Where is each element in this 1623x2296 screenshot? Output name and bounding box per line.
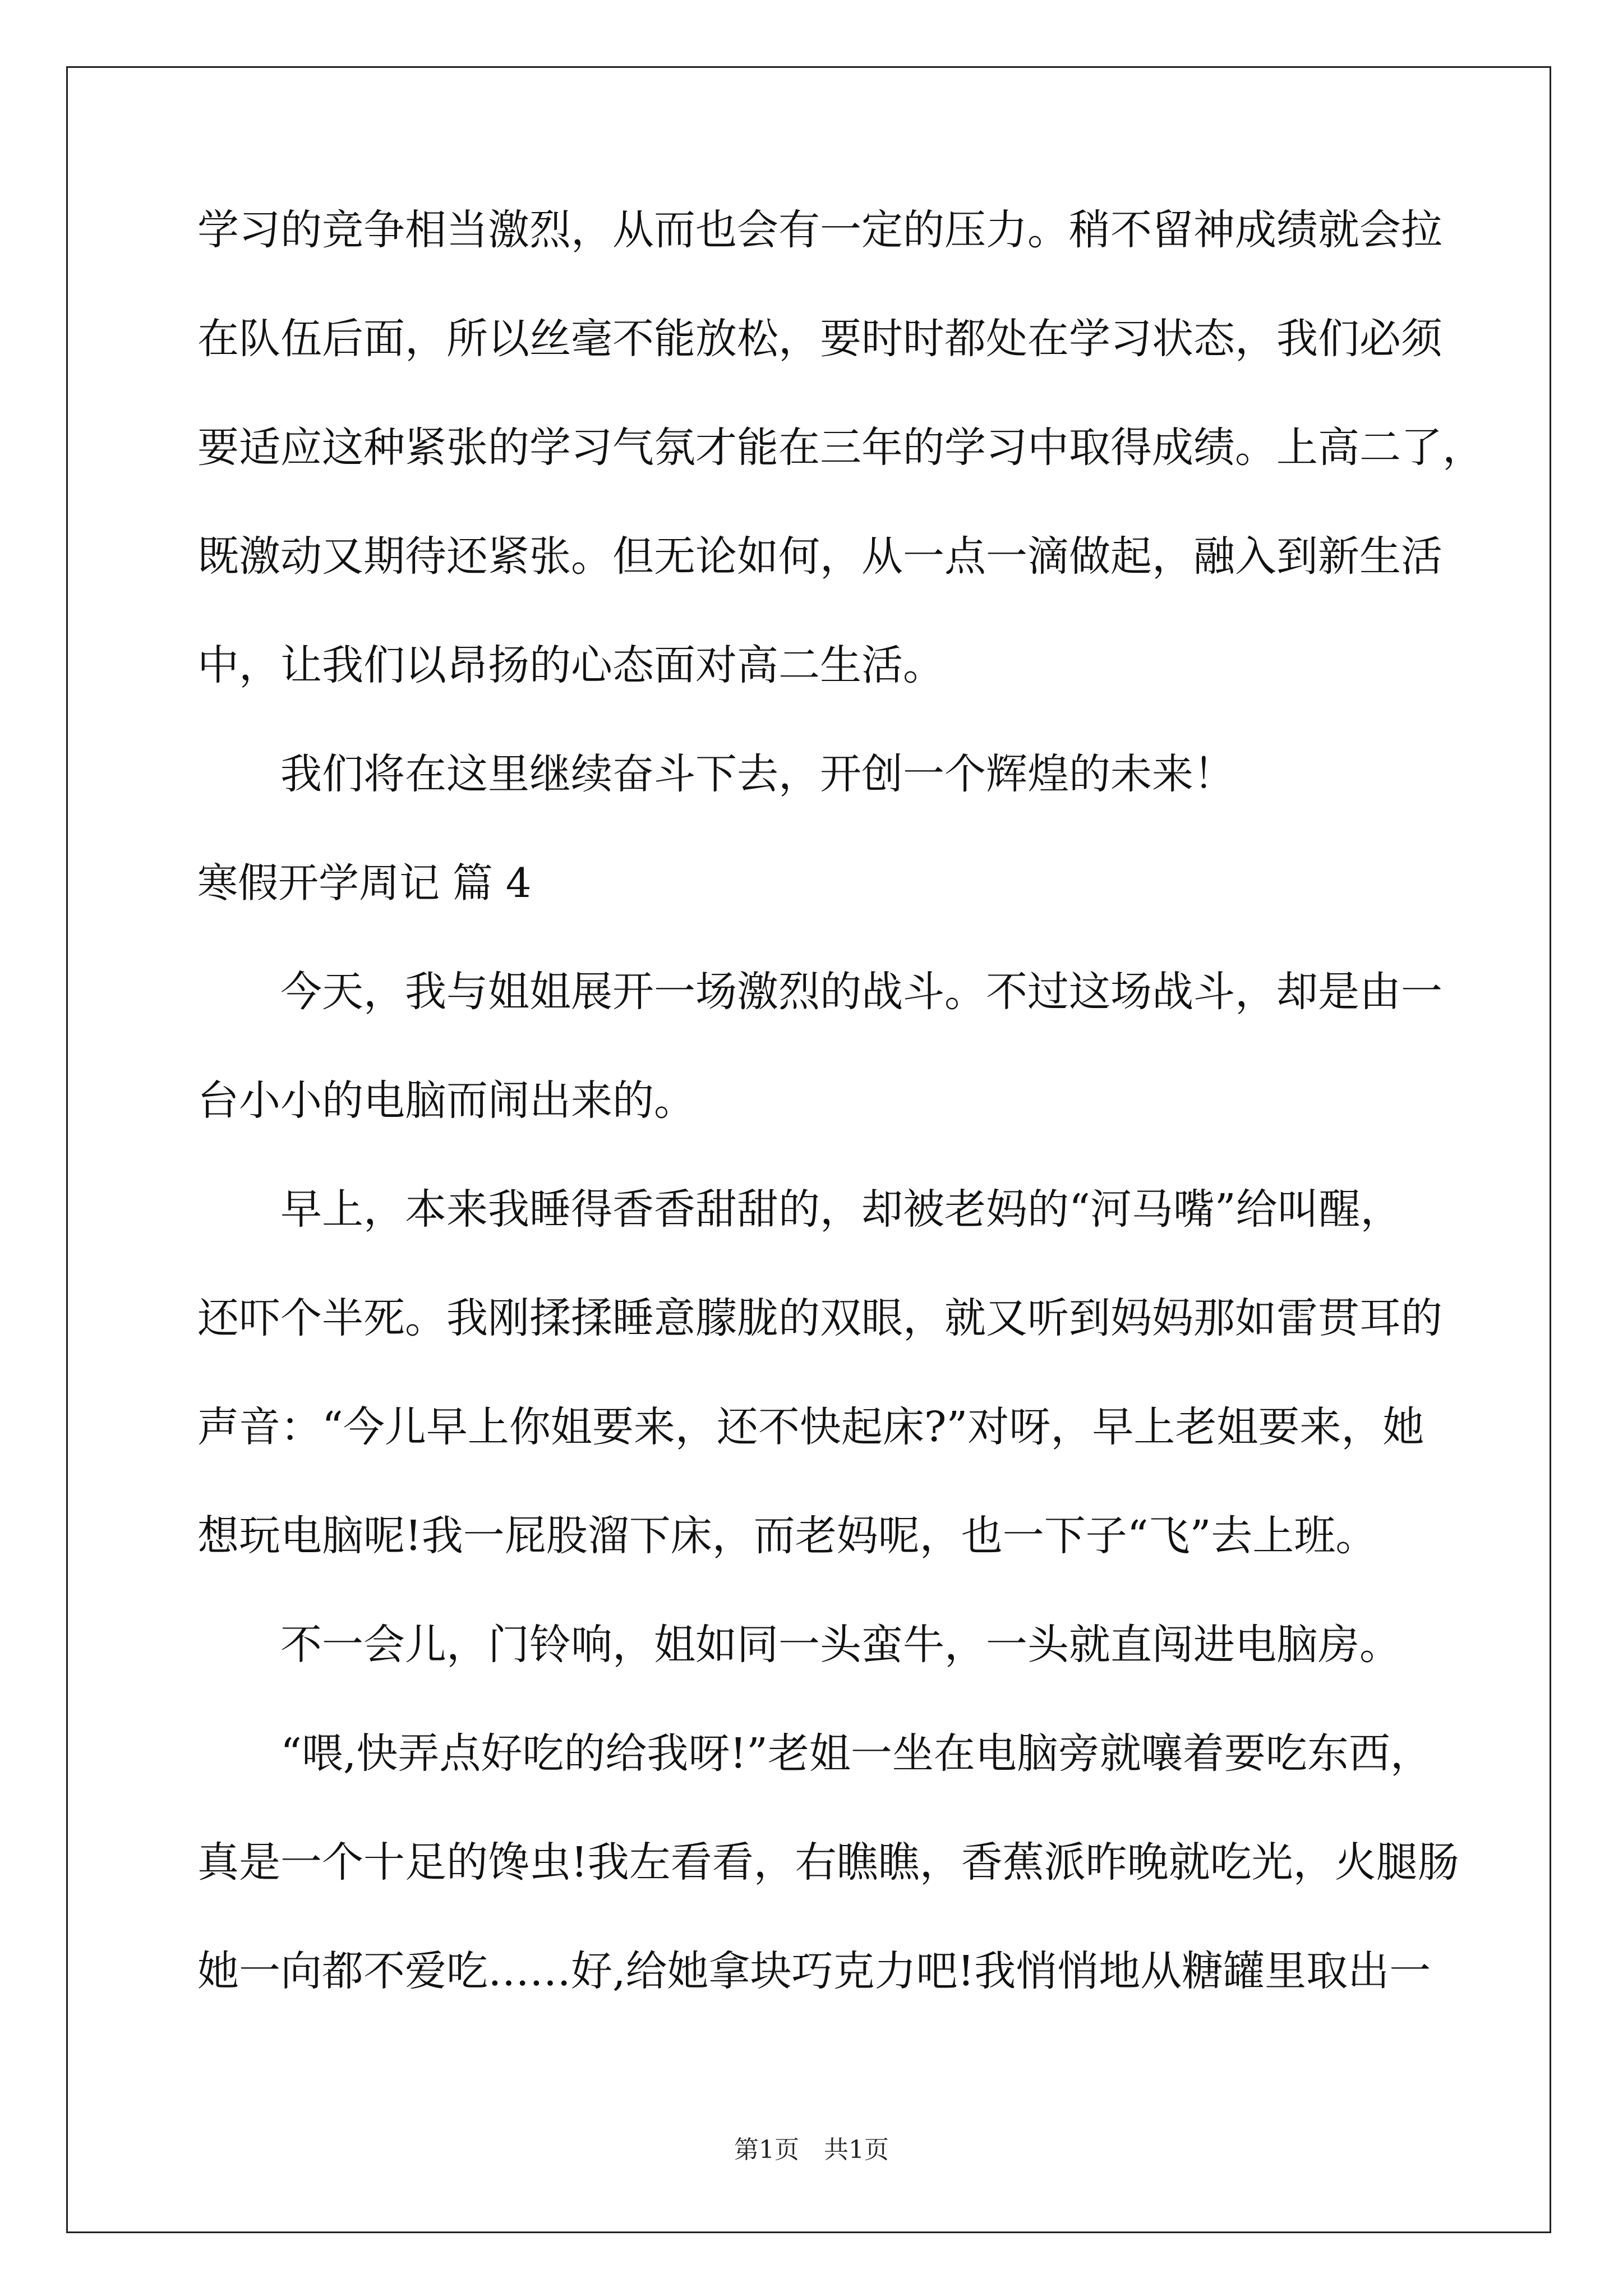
section-heading: 寒假开学周记 篇 4 [197,859,532,907]
text-line-12: 声音：“今儿早上你姐要来，还不快起床?”对呀，早上老姐要来，她 [197,1403,1424,1451]
text-line-11: 还吓个半死。我刚揉揉睡意朦胧的双眼，就又听到妈妈那如雷贯耳的 [197,1294,1442,1342]
text-line-17: 她一向都不爱吃……好,给她拿块巧克力吧!我悄悄地从糖罐里取出一 [197,1947,1431,1995]
text-line-2: 在队伍后面，所以丝毫不能放松，要时时都处在学习状态，我们必须 [197,315,1442,363]
text-line-16: 真是一个十足的馋虫!我左看看，右瞧瞧，香蕉派昨晚就吃光，火腿肠 [197,1838,1459,1887]
text-line-15: “喂,快弄点好吃的给我呀!”老姐一坐在电脑旁就嚷着要吃东西， [280,1729,1432,1778]
text-line-6: 我们将在这里继续奋斗下去，开创一个辉煌的未来！ [280,750,1235,798]
text-line-5: 中，让我们以昂扬的心态面对高二生活。 [197,641,944,689]
text-line-10: 早上，本来我睡得香香甜甜的，却被老妈的“河马嘴”给叫醒， [280,1185,1402,1234]
text-line-8: 今天，我与姐姐展开一场激烈的战斗。不过这场战斗，却是由一 [280,968,1442,1016]
text-line-13: 想玩电脑呢!我一屁股溜下床，而老妈呢，也一下子“飞”去上班。 [197,1512,1377,1560]
text-line-1: 学习的竞争相当激烈，从而也会有一定的压力。稍不留神成绩就会拉 [197,206,1442,254]
text-line-14: 不一会儿，门铃响，姐如同一头蛮牛，一头就直闯进电脑房。 [280,1621,1401,1669]
document-body [197,206,1484,2058]
page-number-footer: 第1页 共1页 [734,2136,889,2164]
text-line-4: 既激动又期待还紧张。但无论如何，从一点一滴做起，融入到新生活 [197,532,1442,581]
text-line-9: 台小小的电脑而闹出来的。 [197,1076,695,1125]
text-line-3: 要适应这种紧张的学习气氛才能在三年的学习中取得成绩。上高二了， [197,424,1484,472]
